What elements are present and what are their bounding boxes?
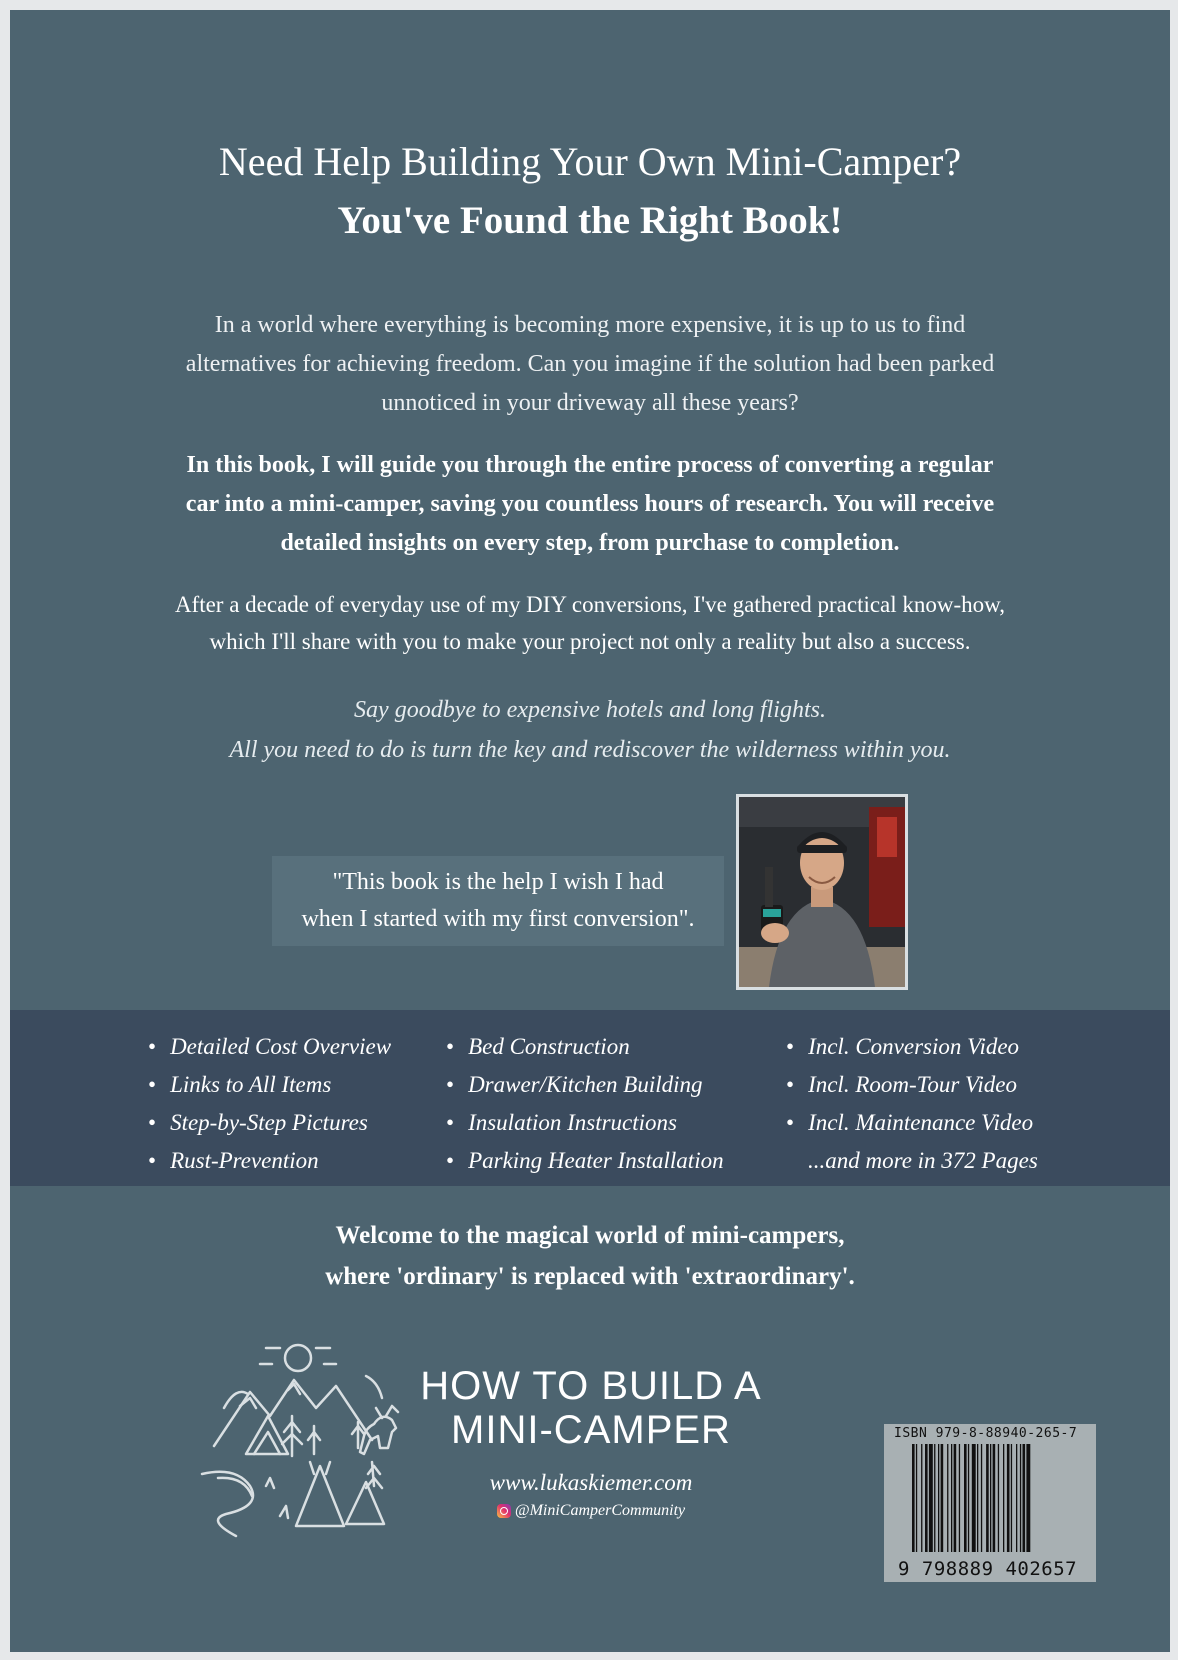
intro-line: unnoticed in your driveway all these years?	[381, 390, 799, 416]
tagline	[10, 690, 1170, 770]
intro-paragraph	[10, 306, 1170, 423]
barcode-bar	[990, 1444, 991, 1552]
brand-line: HOW TO BUILD A	[420, 1364, 762, 1408]
headline-answer: You've Found the Right Book!	[337, 199, 843, 242]
barcode-bar	[1003, 1444, 1004, 1552]
feature-item: • Incl. Maintenance Video	[786, 1104, 1038, 1142]
isbn-barcode	[884, 1424, 1096, 1582]
instagram-handle-text: @MiniCamperCommunity	[514, 1502, 686, 1519]
features-column	[786, 1028, 1038, 1180]
barcode-bar	[998, 1444, 999, 1552]
feature-item: • Links to All Items	[148, 1066, 391, 1104]
barcode-bar	[925, 1444, 928, 1552]
welcome-line: Welcome to the magical world of mini-campers,	[335, 1222, 845, 1249]
barcode-bar	[1020, 1444, 1021, 1552]
feature-item: • Rust-Prevention	[148, 1142, 391, 1180]
feature-item: • Insulation Instructions	[446, 1104, 724, 1142]
features-band	[10, 1010, 1170, 1186]
barcode-bar	[929, 1444, 933, 1552]
barcode-bar	[993, 1444, 996, 1552]
barcode-bar	[1007, 1444, 1010, 1552]
instagram-handle[interactable]	[406, 1502, 776, 1520]
feature-item: • Detailed Cost Overview	[148, 1028, 391, 1066]
feature-item: • Bed Construction	[446, 1028, 724, 1066]
quote-line: when I started with my first conversion".	[301, 906, 695, 932]
author-quote	[272, 856, 724, 946]
book-title-logo	[406, 1364, 776, 1452]
barcode-bar	[947, 1444, 948, 1552]
back-cover	[10, 10, 1170, 1652]
barcode-bar	[941, 1444, 944, 1552]
author-photo	[736, 794, 908, 990]
feature-item: • Incl. Conversion Video	[786, 1028, 1038, 1066]
barcode-bar	[951, 1444, 952, 1552]
barcode-bar	[938, 1444, 939, 1552]
features-column	[148, 1028, 391, 1180]
tagline-line: Say goodbye to expensive hotels and long flights.	[354, 697, 826, 723]
barcode-bar	[964, 1444, 967, 1552]
barcode-bar	[977, 1444, 978, 1552]
barcode-bar	[954, 1444, 957, 1552]
barcode-bar	[1011, 1444, 1012, 1552]
quote-line: "This book is the help I wish I had	[332, 869, 664, 895]
barcode-bar	[934, 1444, 935, 1552]
feature-item: • Parking Heater Installation	[446, 1142, 724, 1180]
welcome-line: where 'ordinary' is replaced with 'extraordinary'.	[325, 1263, 855, 1290]
barcode-bar	[972, 1444, 976, 1552]
website-link[interactable]: www.lukaskiemer.com	[489, 1470, 693, 1495]
instagram-icon	[497, 1504, 511, 1518]
feature-more: ...and more in 372 Pages	[808, 1148, 1038, 1173]
features-column	[446, 1028, 724, 1180]
tagline-line: All you need to do is turn the key and rediscover the wilderness within you.	[229, 737, 951, 763]
barcode-bar	[986, 1444, 989, 1552]
feature-item: • Step-by-Step Pictures	[148, 1104, 391, 1142]
guide-paragraph	[10, 446, 1170, 563]
barcode-bar	[1026, 1444, 1030, 1552]
guide-line: detailed insights on every step, from purchase to completion.	[280, 530, 900, 556]
experience-line: which I'll share with you to make your project not only a reality but also a success.	[209, 629, 971, 654]
isbn-label: ISBN 979-8-88940-265-7	[894, 1426, 1078, 1441]
experience-paragraph	[10, 586, 1170, 660]
author-photo-illustration	[739, 797, 905, 987]
barcode-bar	[1023, 1444, 1026, 1552]
barcode-bar	[968, 1444, 969, 1552]
brand-line: MINI-CAMPER	[451, 1408, 731, 1452]
experience-line: After a decade of everyday use of my DIY conversions, I've gathered practical know-how,	[174, 592, 1006, 617]
barcode-bar	[981, 1444, 982, 1552]
welcome-text	[10, 1215, 1170, 1297]
guide-line: In this book, I will guide you through the entire process of converting a regular	[186, 452, 994, 478]
intro-line: alternatives for achieving freedom. Can you imagine if the solution had been parked	[185, 351, 995, 377]
barcode-bar	[921, 1444, 922, 1552]
feature-item: • Drawer/Kitchen Building	[446, 1066, 724, 1104]
barcode-bar	[912, 1444, 915, 1552]
intro-line: In a world where everything is becoming more expensive, it is up to us to find	[214, 312, 966, 338]
barcode-bar	[959, 1444, 960, 1552]
guide-line: car into a mini-camper, saving you countless hours of research. You will receive	[185, 491, 995, 517]
feature-item: • Incl. Room-Tour Video	[786, 1066, 1038, 1104]
barcode-bar	[916, 1444, 917, 1552]
barcode-bar	[1016, 1444, 1017, 1552]
headline-question: Need Help Building Your Own Mini-Camper?	[218, 139, 962, 184]
isbn-digits: 9 798889 402657	[898, 1558, 1078, 1580]
mountain-camp-logo-icon	[196, 1336, 416, 1546]
